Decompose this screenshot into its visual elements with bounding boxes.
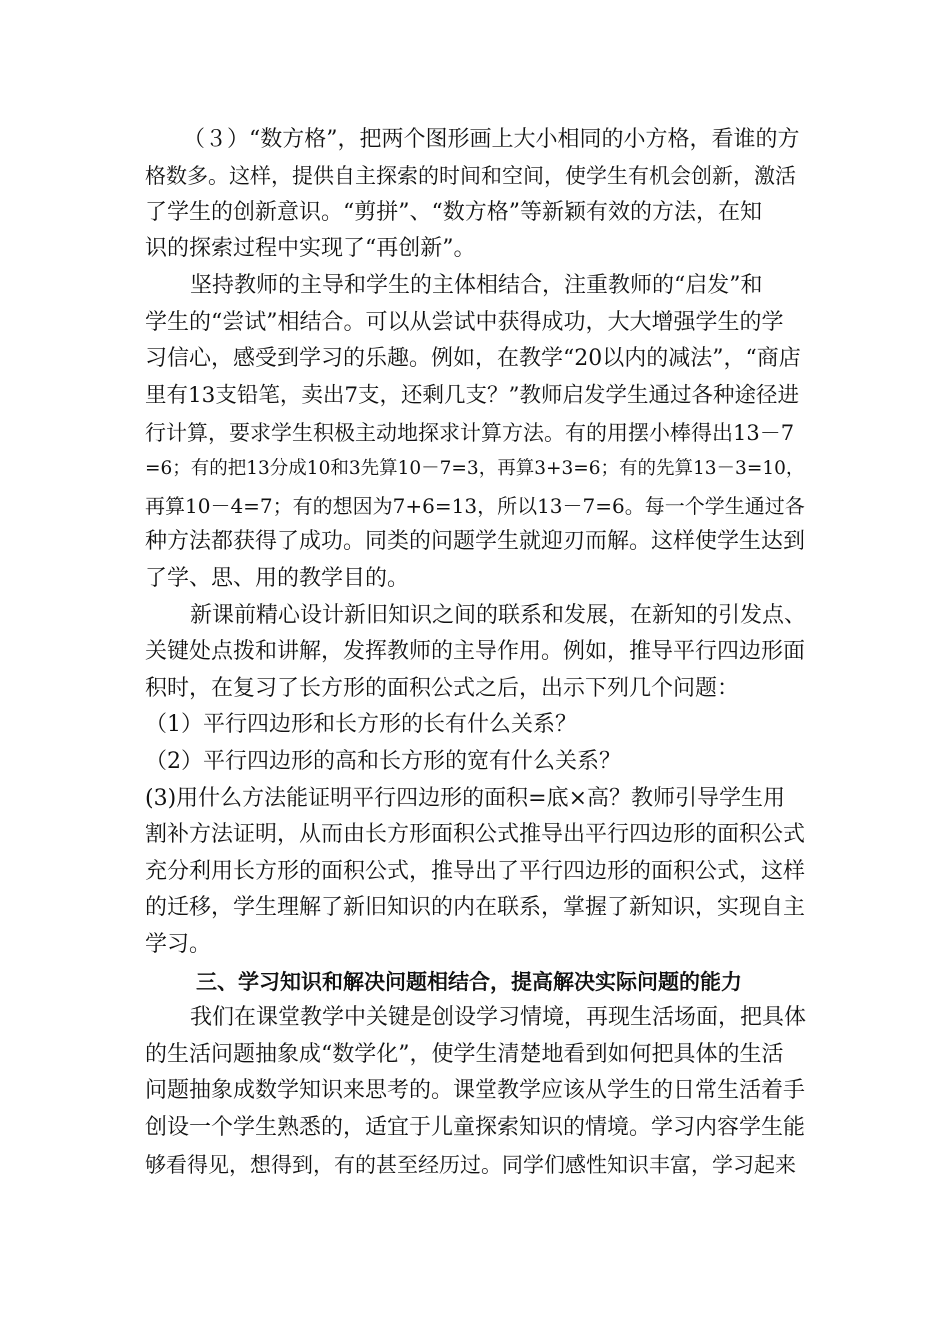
text-line: 够看得见，想得到，有的甚至经历过。同学们感性知识丰富，学习起来 <box>145 1153 796 1177</box>
text-line: 学习。 <box>145 932 212 957</box>
text-line: 我们在课堂教学中关键是创设学习情境，再现生活场面，把具体 <box>190 1005 807 1030</box>
text-line: (3)用什么方法能证明平行四边形的面积=底×高？教师引导学生用 <box>145 786 786 811</box>
text-line: 了学生的创新意识。“剪拼”、“数方格”等新颖有效的方法，在知 <box>145 200 762 225</box>
section-heading: 三、学习知识和解决问题相结合，提高解决实际问题的能力 <box>196 970 742 994</box>
text-line: 问题抽象成数学知识来思考的。课堂教学应该从学生的日常生活着手 <box>145 1078 806 1103</box>
text-line: 学生的“尝试”相结合。可以从尝试中获得成功，大大增强学生的学 <box>145 310 784 335</box>
text-line: 再算10－4=7；有的想因为7+6=13，所以13－7=6。每一个学生通过各 <box>145 494 805 518</box>
text-line: 关键处点拨和讲解，发挥教师的主导作用。例如，推导平行四边形面 <box>145 639 806 664</box>
text-line: 的迁移，学生理解了新旧知识的内在联系，掌握了新知识，实现自主 <box>145 895 806 920</box>
text-line: （2）平行四边形的高和长方形的宽有什么关系？ <box>145 749 621 774</box>
text-line: 种方法都获得了成功。同类的问题学生就迎刃而解。这样使学生达到 <box>145 529 806 554</box>
text-line: （３）“数方格”，把两个图形画上大小相同的小方格，看谁的方 <box>183 127 800 152</box>
text-line: 格数多。这样，提供自主探索的时间和空间，使学生有机会创新，激活 <box>145 164 796 188</box>
text-line: 充分利用长方形的面积公式，推导出了平行四边形的面积公式，这样 <box>145 859 806 884</box>
text-line: 了学、思、用的教学目的。 <box>145 566 410 591</box>
text-line: 的生活问题抽象成“数学化”，使学生清楚地看到如何把具体的生活 <box>145 1042 784 1067</box>
text-line: 里有13支铅笔，卖出7支，还剩几支？”教师启发学生通过各种途径进 <box>145 383 800 408</box>
text-line: 习信心，感受到学习的乐趣。例如，在教学“20以内的减法”，“商店 <box>145 346 801 371</box>
text-line: （1）平行四边形和长方形的长有什么关系？ <box>145 712 577 737</box>
text-line: 割补方法证明，从而由长方形面积公式推导出平行四边形的面积公式 <box>145 822 806 847</box>
text-line: 行计算，要求学生积极主动地探求计算方法。有的用摆小棒得出13－7 <box>145 421 795 445</box>
text-line: =6；有的把13分成10和3先算10－7=3，再算3+3=6；有的先算13－3=10， <box>145 458 805 479</box>
text-line: 坚持教师的主导和学生的主体相结合，注重教师的“启发”和 <box>190 273 763 298</box>
text-line: 新课前精心设计新旧知识之间的联系和发展，在新知的引发点、 <box>190 603 807 628</box>
text-line: 创设一个学生熟悉的，适宜于儿童探索知识的情境。学习内容学生能 <box>145 1115 806 1140</box>
text-line: 识的探索过程中实现了“再创新”。 <box>145 236 476 261</box>
text-line: 积时，在复习了长方形的面积公式之后，出示下列几个问题： <box>145 676 740 701</box>
